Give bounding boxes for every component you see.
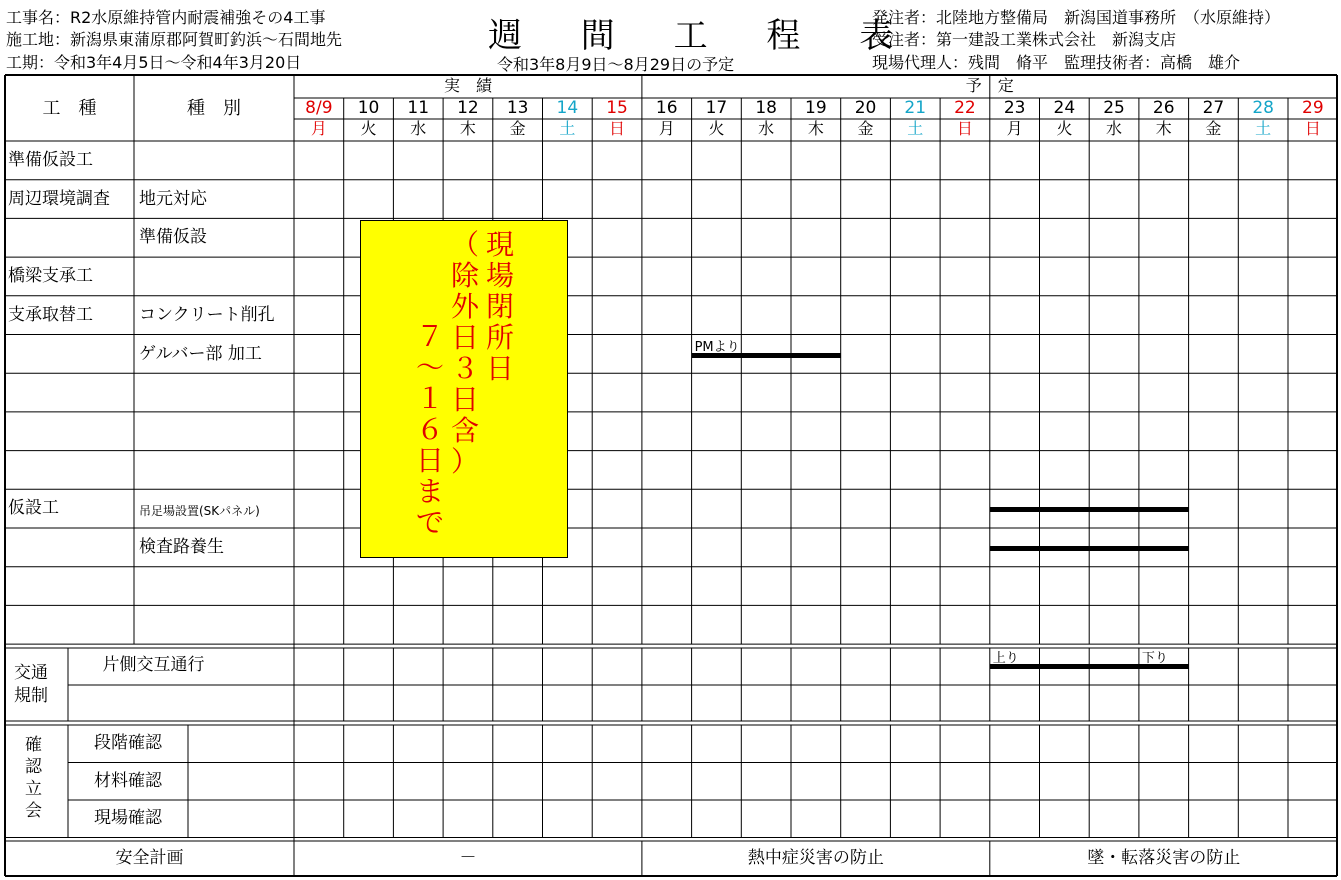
day-of-week: 火 — [360, 119, 377, 138]
note-col-1 — [483, 229, 517, 384]
day-date: 23 — [1003, 98, 1026, 118]
day-date: 10 — [357, 98, 380, 118]
note-col-3 — [413, 321, 447, 538]
confirm-item: 材料確認 — [94, 770, 162, 791]
day-of-week: 月 — [658, 119, 675, 138]
day-date: 19 — [805, 98, 827, 118]
day-date: 29 — [1302, 98, 1324, 118]
safety-label: 安全計画 — [115, 848, 184, 868]
day-of-week: 水 — [410, 119, 427, 138]
day-of-week: 木 — [1155, 119, 1172, 138]
note-char: 現 — [485, 228, 514, 261]
row-kou: 周辺環境調査 — [8, 188, 110, 209]
schedule-bar — [990, 546, 1189, 551]
day-of-week: 日 — [956, 119, 973, 138]
note-char: ） — [450, 445, 479, 478]
traffic-label: 規制 — [14, 686, 48, 706]
note-char: ～ — [415, 351, 444, 384]
day-date: 20 — [854, 98, 877, 118]
note-char: ７ — [415, 320, 444, 353]
actual-header: 実 績 — [443, 76, 492, 95]
day-of-week: 土 — [907, 119, 924, 138]
row-shu: ゲルバー部 加工 — [139, 343, 262, 364]
note-char: 場 — [485, 259, 514, 292]
day-of-week: 金 — [857, 119, 874, 138]
day-date: 15 — [606, 98, 628, 118]
day-of-week: 木 — [807, 119, 824, 138]
site-location: 施工地：新潟県東蒲原郡阿賀町釣浜～石間地先 — [6, 30, 343, 49]
day-date: 11 — [407, 98, 430, 118]
day-date: 21 — [904, 98, 927, 118]
note-char: ３ — [450, 352, 479, 385]
note-char: で — [415, 506, 444, 539]
contractor: 受注者：第一建設工業株式会社 新潟支店 — [872, 30, 1177, 49]
site-agents: 現場代理人：残間 脩平 監理技術者：高橋 雄介 — [872, 53, 1241, 72]
confirm-label-char: 認 — [25, 757, 42, 777]
column-header-shu: 種 別 — [187, 98, 241, 119]
row-shu: 吊足場設置(SKパネル) — [139, 504, 260, 519]
row-shu: コンクリート削孔 — [139, 304, 275, 325]
confirm-item: 段階確認 — [94, 733, 162, 753]
note-char: ま — [415, 475, 444, 508]
note-char: 除 — [450, 259, 479, 292]
day-of-week: 金 — [1205, 119, 1222, 138]
day-date: 16 — [655, 98, 678, 118]
day-of-week: 火 — [708, 119, 725, 138]
row-kou: 準備仮設工 — [8, 150, 93, 170]
confirm-label-char: 会 — [25, 801, 42, 821]
row-kou: 橋梁支承工 — [8, 266, 93, 287]
day-date: 18 — [755, 98, 777, 118]
schedule-bar-label: PMより — [694, 339, 740, 355]
day-of-week: 日 — [1304, 119, 1321, 138]
day-date: 22 — [954, 98, 976, 118]
day-date: 27 — [1202, 98, 1225, 118]
confirm-item: 現場確認 — [94, 808, 162, 828]
row-kou: 支承取替工 — [8, 304, 93, 325]
row-kou: 仮設工 — [8, 498, 59, 519]
day-of-week: 水 — [758, 119, 775, 138]
day-of-week: 金 — [509, 119, 526, 138]
note-char: 閉 — [485, 290, 514, 323]
day-of-week: 火 — [1056, 119, 1073, 138]
day-date: 8/9 — [305, 98, 333, 118]
day-of-week: 月 — [310, 119, 327, 138]
traffic-label: 交通 — [14, 663, 48, 683]
day-of-week: 水 — [1106, 119, 1123, 138]
traffic-item: 片側交互通行 — [102, 655, 205, 675]
day-date: 24 — [1053, 98, 1076, 118]
plan-header: 予 定 — [965, 76, 1014, 95]
note-char: （ — [450, 228, 479, 261]
day-date: 26 — [1152, 98, 1175, 118]
project-period: 工期：令和3年4月5日～令和4年3月20日 — [6, 53, 302, 72]
note-col-2 — [448, 229, 482, 477]
note-char: 外 — [450, 290, 479, 323]
day-date: 17 — [705, 98, 728, 118]
confirm-label-char: 立 — [25, 779, 42, 799]
day-of-week: 土 — [559, 119, 576, 138]
column-header-kou: 工 種 — [42, 98, 97, 119]
day-date: 13 — [506, 98, 529, 118]
schedule-bar-label: 下り — [1141, 651, 1168, 666]
note-char: １ — [415, 382, 444, 415]
note-char: 所 — [485, 321, 514, 354]
row-shu: 検査路養生 — [139, 537, 224, 557]
schedule-bar — [990, 507, 1189, 512]
safety-value: － — [459, 848, 477, 868]
day-date: 28 — [1252, 98, 1274, 118]
day-of-week: 日 — [609, 119, 626, 138]
day-date: 14 — [556, 98, 579, 118]
row-shu: 準備仮設 — [139, 227, 207, 248]
day-date: 25 — [1103, 98, 1125, 118]
note-char: ６ — [415, 413, 444, 446]
schedule-range: 令和3年8月9日～8月29日の予定 — [497, 55, 735, 74]
note-char: 日 — [450, 321, 479, 354]
note-char: 日 — [485, 352, 514, 385]
note-char: 日 — [415, 444, 444, 477]
day-of-week: 木 — [459, 119, 476, 138]
confirm-label-char: 確 — [25, 735, 42, 755]
safety-value: 墜・転落災害の防止 — [1087, 848, 1241, 868]
schedule-bar-label: 上り — [992, 651, 1019, 666]
note-char: 含 — [450, 414, 479, 447]
orderer: 発注者：北陸地方整備局 新潟国道事務所 （水原維持） — [872, 8, 1281, 27]
row-shu: 地元対応 — [139, 188, 207, 209]
day-of-week: 土 — [1255, 119, 1272, 138]
safety-value: 熱中症災害の防止 — [747, 848, 884, 868]
page-title: 週 間 工 程 表 — [488, 16, 918, 56]
day-date: 12 — [457, 98, 479, 118]
note-char: 日 — [450, 383, 479, 416]
day-of-week: 月 — [1006, 119, 1023, 138]
site-closure-note — [360, 220, 568, 558]
project-name: 工事名：R2水原維持管内耐震補強その4工事 — [6, 8, 326, 27]
